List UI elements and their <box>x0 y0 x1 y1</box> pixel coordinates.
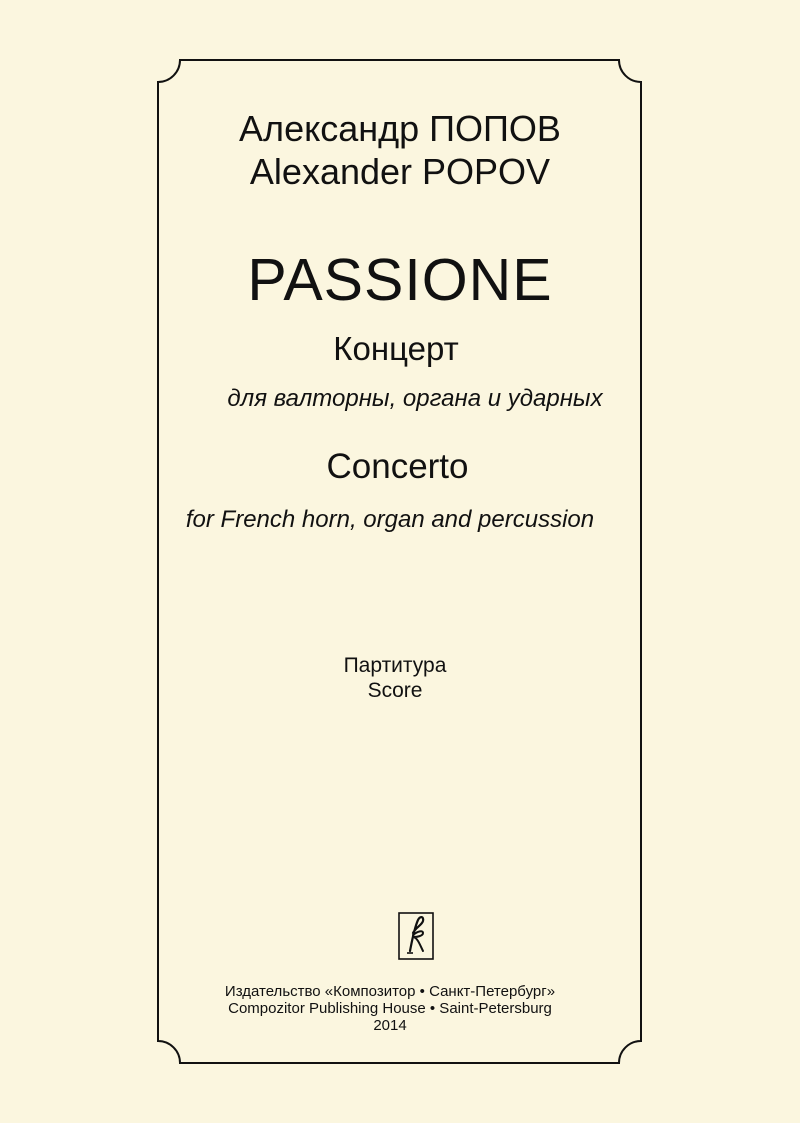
instrumentation-russian: для валторны, органа и ударных <box>227 385 603 412</box>
author-name-russian: Александр ПОПОВ <box>239 108 561 149</box>
author-name-english: Alexander POPOV <box>249 151 551 192</box>
score-label-english: Score <box>367 679 423 702</box>
score-label-russian: Партитура <box>343 654 447 677</box>
publisher-name-english: Compozitor Publishing House • Saint-Petersburg <box>228 1000 552 1017</box>
publication-year: 2014 <box>373 1017 407 1034</box>
instrumentation-english: for French horn, organ and percussion <box>185 506 595 533</box>
publisher-name-russian: Издательство «Композитор • Санкт-Петербург» <box>224 983 556 1000</box>
work-title: PASSIONE <box>247 247 553 313</box>
genre-english: Concerto <box>326 447 469 486</box>
publisher-k-logo-icon <box>396 911 436 961</box>
genre-russian: Концерт <box>333 330 459 367</box>
